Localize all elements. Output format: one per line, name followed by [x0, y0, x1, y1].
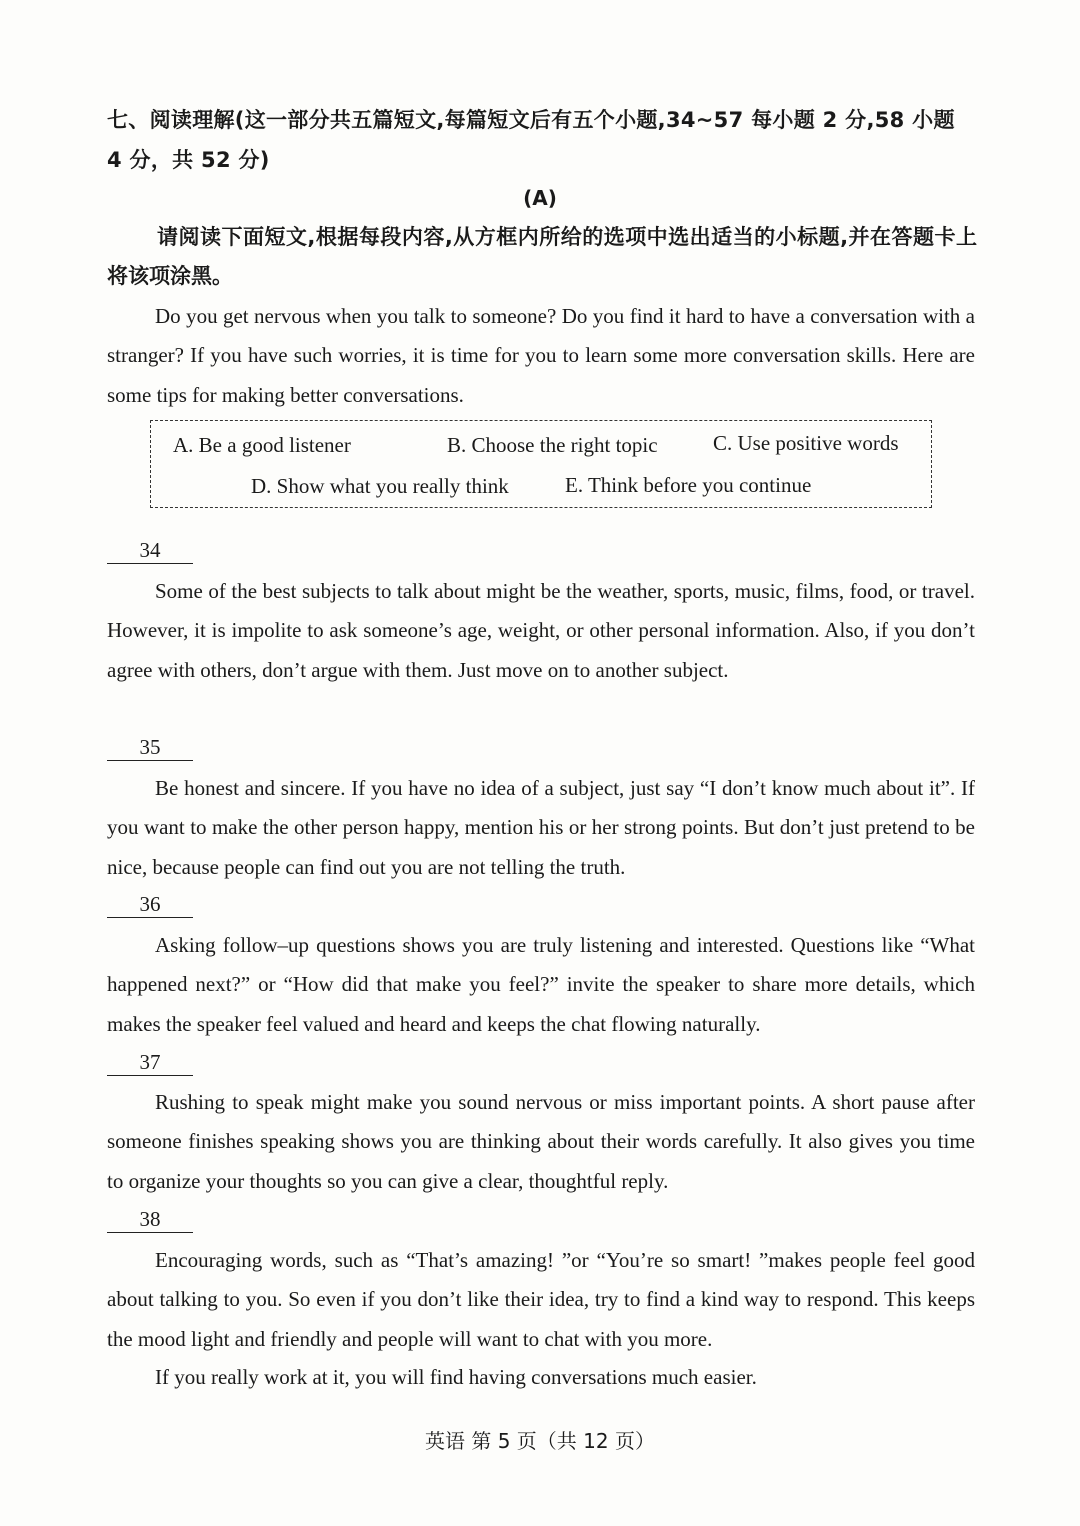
options-box: [150, 420, 932, 508]
answer-blank-36: 36: [107, 891, 193, 918]
answer-blank-38: 38: [107, 1206, 193, 1233]
option-b: B. Choose the right topic: [447, 433, 658, 457]
option-d: D. Show what you really think: [251, 474, 509, 498]
intro-paragraph: Do you get nervous when you talk to someone? Do you find it hard to have a conversation with a stranger? If you have such worries, it is time for you to learn some more conversation skills. Here are some tips for making better conversations.: [107, 304, 975, 407]
option-a: A. Be a good listener: [173, 433, 351, 457]
paragraph-37: Rushing to speak might make you sound nervous or miss important points. A short pause after someone finishes speaking shows you are thinking about their words carefully. It also gives you time to organize your thoughts so you can give a clear, thoughtful reply.: [107, 1090, 975, 1193]
part-label: (A): [523, 186, 557, 210]
answer-blank-35: 35: [107, 734, 193, 761]
paragraph-36: Asking follow–up questions shows you are truly listening and interested. Questions like “What happened next?” or “How did that make you feel?” invite the speaker to share more details, which makes the speaker feel valued and heard and keeps the chat flowing naturally.: [107, 933, 975, 1036]
paragraph-34: Some of the best subjects to talk about might be the weather, sports, music, films, food, or travel. However, it is impolite to ask someone’s age, weight, or other personal information. Also, if you don’t agree with others, don’t argue with them. Just move on to another subject.: [107, 579, 975, 682]
page-footer: 英语 第 5 页（共 12 页）: [425, 1429, 655, 1453]
paragraph-38: Encouraging words, such as “That’s amazing! ”or “You’re so smart! ”makes people feel good about talking to you. So even if you don’t like their idea, try to find a kind way to respond. This keeps the mood light and friendly and people will want to chat with you more.: [107, 1248, 975, 1351]
answer-blank-37: 37: [107, 1049, 193, 1076]
section-heading: 七、阅读理解(这一部分共五篇短文,每篇短文后有五个小题,34~57 每小题 2 分,58 小题 4 分，共 52 分): [107, 108, 955, 172]
instruction-text: 请阅读下面短文,根据每段内容,从方框内所给的选项中选出适当的小标题,并在答题卡上将该项涂黑。: [107, 225, 977, 288]
paragraph-35: Be honest and sincere. If you have no idea of a subject, just say “I don’t know much about it”. If you want to make the other person happy, mention his or her strong points. But don’t just pretend to be nice, because people can find out you are not telling the truth.: [107, 776, 975, 879]
option-e: E. Think before you continue: [565, 473, 812, 497]
option-c: C. Use positive words: [713, 431, 899, 455]
conclusion-paragraph: If you really work at it, you will find having conversations much easier.: [155, 1365, 757, 1389]
answer-blank-34: 34: [107, 537, 193, 564]
